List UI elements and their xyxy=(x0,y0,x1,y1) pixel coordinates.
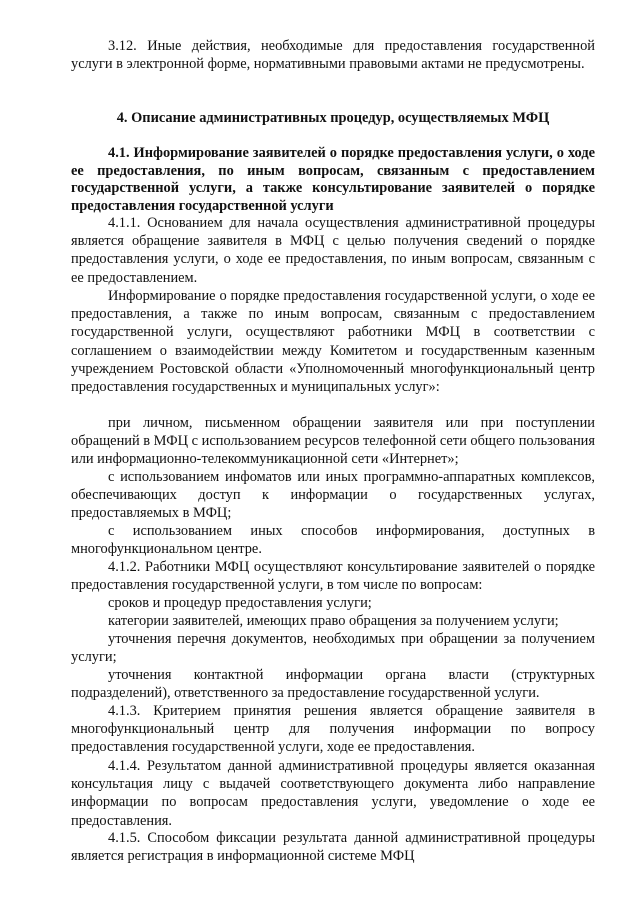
paragraph-4-1-2: 4.1.2. Работники МФЦ осуществляют консультирование заявителей о порядке предоставления государственной услуги, в том числе по вопросам: xyxy=(71,559,595,594)
paragraph-informing: Информирование о порядке предоставления государственной услуги, о ходе ее предоставления, а также по иным вопросам, связанным с предоставлением государственной услуги, осуществляют работники МФЦ в соответствии с соглашением о взаимодействии между Комитетом и государственным казенным учреждением Ростовской области «Уполномоченный многофункциональный центр предоставления государственных и муниципальных услуг»: xyxy=(71,288,595,396)
question-terms: сроков и процедур предоставления услуги; xyxy=(108,595,372,611)
question-contacts: уточнения контактной информации органа власти (структурных подразделений), ответственного за предоставление государственной услуги. xyxy=(71,667,595,702)
question-categories: категории заявителей, имеющих право обращения за получением услуги; xyxy=(108,613,559,629)
heading-4-1: 4.1. Информирование заявителей о порядке предоставления услуги, о ходе ее предоставления, по иным вопросам, связанным с предоставлением государственной услуги, а также консультирование заявителей о порядке предоставления государственной услуги xyxy=(71,145,595,214)
paragraph-3-12: 3.12. Иные действия, необходимые для предоставления государственной услуги в электронной форме, нормативными правовыми актами не предусмотрены. xyxy=(71,38,595,73)
paragraph-4-1-5: 4.1.5. Способом фиксации результата данной административной процедуры является регистрация в информационной системе МФЦ xyxy=(71,830,595,865)
section-4-heading: 4. Описание административных процедур, осуществляемых МФЦ xyxy=(116,110,550,126)
paragraph-4-1-1: 4.1.1. Основанием для начала осуществления административной процедуры является обращение заявителя в МФЦ с целью получения сведений о порядке предоставления услуги, о ходе ее предоставления, по иным вопросам, связанным с ее предоставлением. xyxy=(71,215,595,286)
paragraph-4-1-4: 4.1.4. Результатом данной административной процедуры является оказанная консультация лицу с выдачей соответствующего документа либо направление информации по вопросам предоставления услуги, уведомление о ходе ее предоставления. xyxy=(71,758,595,829)
paragraph-infomats: с использованием инфоматов или иных программно-аппаратных комплексов, обеспечивающих доступ к информации о государственных услугах, предоставляемых в МФЦ; xyxy=(71,469,595,522)
paragraph-4-1-3: 4.1.3. Критерием принятия решения является обращение заявителя в многофункциональный центр для получения информации по вопросу предоставления государственной услуги, ходе ее предоставления. xyxy=(71,703,595,756)
question-documents: уточнения перечня документов, необходимых при обращении за получением услуги; xyxy=(71,631,595,666)
paragraph-personal-appeal: при личном, письменном обращении заявителя или при поступлении обращений в МФЦ с использованием ресурсов телефонной сети общего пользования или информационно-телекоммуникационной сети «Интернет»; xyxy=(71,415,595,468)
paragraph-other-ways: с использованием иных способов информирования, доступных в многофункциональном центре. xyxy=(71,523,595,558)
